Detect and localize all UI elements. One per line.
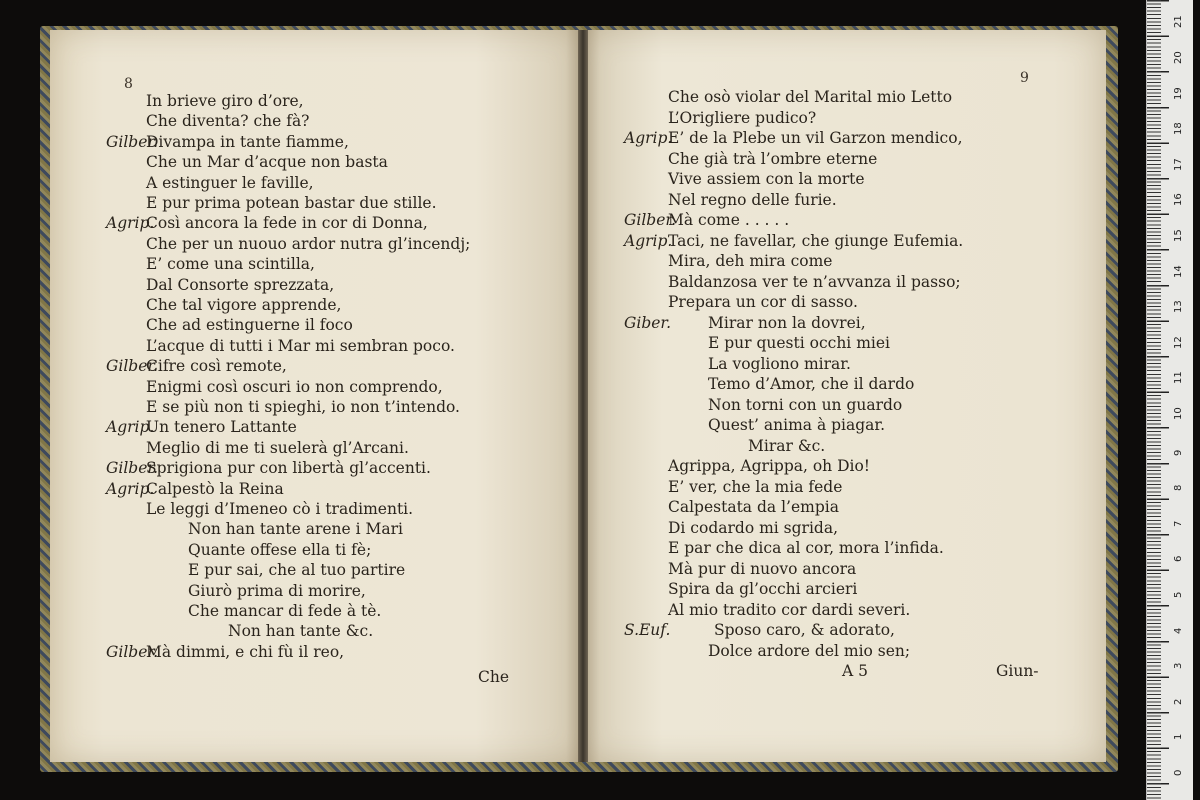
verse-line: Divampa in tante fiamme, <box>146 132 349 151</box>
catchword-right: Giun- <box>996 662 1039 680</box>
verse-line: La vogliono mirar. <box>708 354 851 373</box>
ruler-number: 13 <box>1173 300 1184 314</box>
ruler-number: 17 <box>1173 158 1184 171</box>
verse-line: Che mancar di fede à tè. <box>188 602 382 620</box>
ruler-number: 2 <box>1173 698 1184 705</box>
verse-line: Che un Mar d’acque non basta <box>146 153 388 172</box>
ruler-number: 14 <box>1173 264 1184 278</box>
verse-line: Cifre così remote, <box>146 357 287 376</box>
verse-line: E’ ver, che la mia fede <box>668 477 843 496</box>
catchword-left: Che <box>478 668 510 686</box>
verse-line: E pur questi occhi miei <box>708 334 890 352</box>
verse-line: Dal Consorte sprezzata, <box>146 275 335 294</box>
ruler-number: 20 <box>1173 51 1184 64</box>
verse-line: Calpestata da l’empia <box>668 498 839 516</box>
verse-line: E par che dica al cor, mora l’infida. <box>668 539 944 557</box>
verse-line: Che osò violar del Marital mio Letto <box>668 88 953 106</box>
verse-line: Temo d’Amor, che il dardo <box>708 375 915 393</box>
signature-mark: A 5 <box>842 662 868 680</box>
verse-line: Taci, ne favellar, che giunge Eufemia. <box>668 231 964 250</box>
page-number-left: 8 <box>124 76 133 92</box>
verse-line: Un tenero Lattante <box>146 418 297 437</box>
speaker-label: Agrip. <box>624 231 673 250</box>
verse-line: Non han tante arene i Mari <box>188 520 403 539</box>
verse-line: E se più non ti spieghi, io non t’intendo. <box>146 398 460 416</box>
verse-line: E pur prima potean bastar due stille. <box>146 194 437 212</box>
verse-line: Non torni con un guardo <box>708 395 903 414</box>
verse-line: Le leggi d’Imeneo cò i tradimenti. <box>146 500 414 518</box>
ruler-number: 5 <box>1173 591 1184 598</box>
ruler-number: 7 <box>1173 520 1184 527</box>
ruler-number: 15 <box>1173 229 1184 242</box>
ruler-number: 21 <box>1173 15 1184 29</box>
show-through-text <box>470 100 474 114</box>
verse-line: Mirar non la dovrei, <box>708 313 866 332</box>
verse-line: A estinguer le faville, <box>146 173 314 192</box>
verse-line: Mà dimmi, e chi fù il reo, <box>146 642 345 661</box>
verse-line: Quante offese ella ti fè; <box>188 540 372 559</box>
ruler-number: 6 <box>1173 556 1184 563</box>
ruler-number: 3 <box>1173 662 1184 670</box>
verse-line: L’Origliere pudico? <box>668 108 817 127</box>
ruler-number: 19 <box>1173 86 1184 100</box>
verse-line: Non han tante &c. <box>228 622 374 641</box>
ruler-number: 9 <box>1173 449 1184 456</box>
ruler-number: 0 <box>1173 769 1184 776</box>
ruler-number: 18 <box>1173 122 1184 136</box>
verse-line: Che per un nuouo ardor nutra gl’incendj; <box>146 234 471 253</box>
ruler-number: 12 <box>1173 336 1184 349</box>
verse-line: Sprigiona pur con libertà gl’accenti. <box>146 459 431 478</box>
speaker-label: Gilber. <box>624 211 677 229</box>
ruler-number: 1 <box>1173 734 1184 741</box>
verse-line: Così ancora la fede in cor di Donna, <box>146 214 428 233</box>
speaker-label: Gilber. <box>106 459 159 478</box>
verse-line: Calpestò la Reina <box>146 479 284 498</box>
verse-line: In brieve giro d’ore, <box>146 92 304 110</box>
verse-line: E’ come una scintilla, <box>146 255 315 274</box>
verse-line: Nel regno delle furie. <box>668 190 837 209</box>
verse-line: Vive assiem con la morte <box>668 170 865 188</box>
ruler-number: 8 <box>1173 484 1184 492</box>
verse-line: Enigmi così oscuri io non comprendo, <box>146 377 443 396</box>
speaker-label: Agrip. <box>106 214 155 233</box>
ruler-number: 4 <box>1173 627 1184 634</box>
verse-line: Al mio tradito cor dardi severi. <box>668 600 911 619</box>
verse-line: Meglio di me ti suelerà gl’Arcani. <box>146 438 409 457</box>
verse-line: Che tal vigore apprende, <box>146 296 342 314</box>
verse-line: Mira, deh mira come <box>668 252 833 270</box>
ruler-minor-ticks <box>1147 0 1161 800</box>
verse-line: Di codardo mi sgrida, <box>668 518 838 537</box>
book-gutter <box>578 30 588 762</box>
verse-line: Prepara un cor di sasso. <box>668 293 858 311</box>
verse-line: E’ de la Plebe un vil Garzon mendico, <box>668 129 963 147</box>
verse-line: Baldanzosa ver te n’avvanza il passo; <box>668 272 961 291</box>
ruler-number: 16 <box>1173 193 1184 207</box>
verse-line: Mirar &c. <box>748 436 826 455</box>
speaker-label: Giber. <box>624 313 672 332</box>
verse-line: Che ad estinguerne il foco <box>146 316 353 335</box>
verse-line: Mà come . . . . . <box>668 211 790 229</box>
speaker-label: Gilber. <box>106 642 159 661</box>
verse-line: Dolce ardore del mio sen; <box>708 641 911 660</box>
verse-line: Che già trà l’ombre eterne <box>668 149 878 168</box>
ruler-number: 11 <box>1173 371 1184 385</box>
verse-line: Che diventa? che fà? <box>146 112 310 131</box>
verse-line: Spira da gl’occhi arcieri <box>668 580 858 598</box>
verse-line: Sposo caro, & adorato, <box>714 621 895 639</box>
verse-line: Giurò prima di morire, <box>188 581 366 600</box>
measuring-ruler <box>1146 0 1193 800</box>
verse-line: L’acque di tutti i Mar mi sembran poco. <box>146 336 455 355</box>
speaker-label: Agrip. <box>106 418 155 437</box>
verse-line: Mà pur di nuovo ancora <box>668 559 857 578</box>
verse-line: Quest’ anima à piagar. <box>708 416 886 434</box>
speaker-label: Agrip. <box>624 129 673 147</box>
speaker-label: Agrip. <box>106 479 155 498</box>
verse-line: Agrippa, Agrippa, oh Dio! <box>668 457 871 475</box>
verse-line: E pur sai, che al tuo partire <box>188 561 406 580</box>
speaker-label: S.Euf. <box>624 621 671 639</box>
speaker-label: Gilber. <box>106 132 159 151</box>
speaker-label: Gilber. <box>106 357 159 376</box>
ruler-number: 10 <box>1173 407 1184 420</box>
page-number-right: 9 <box>1020 70 1029 86</box>
